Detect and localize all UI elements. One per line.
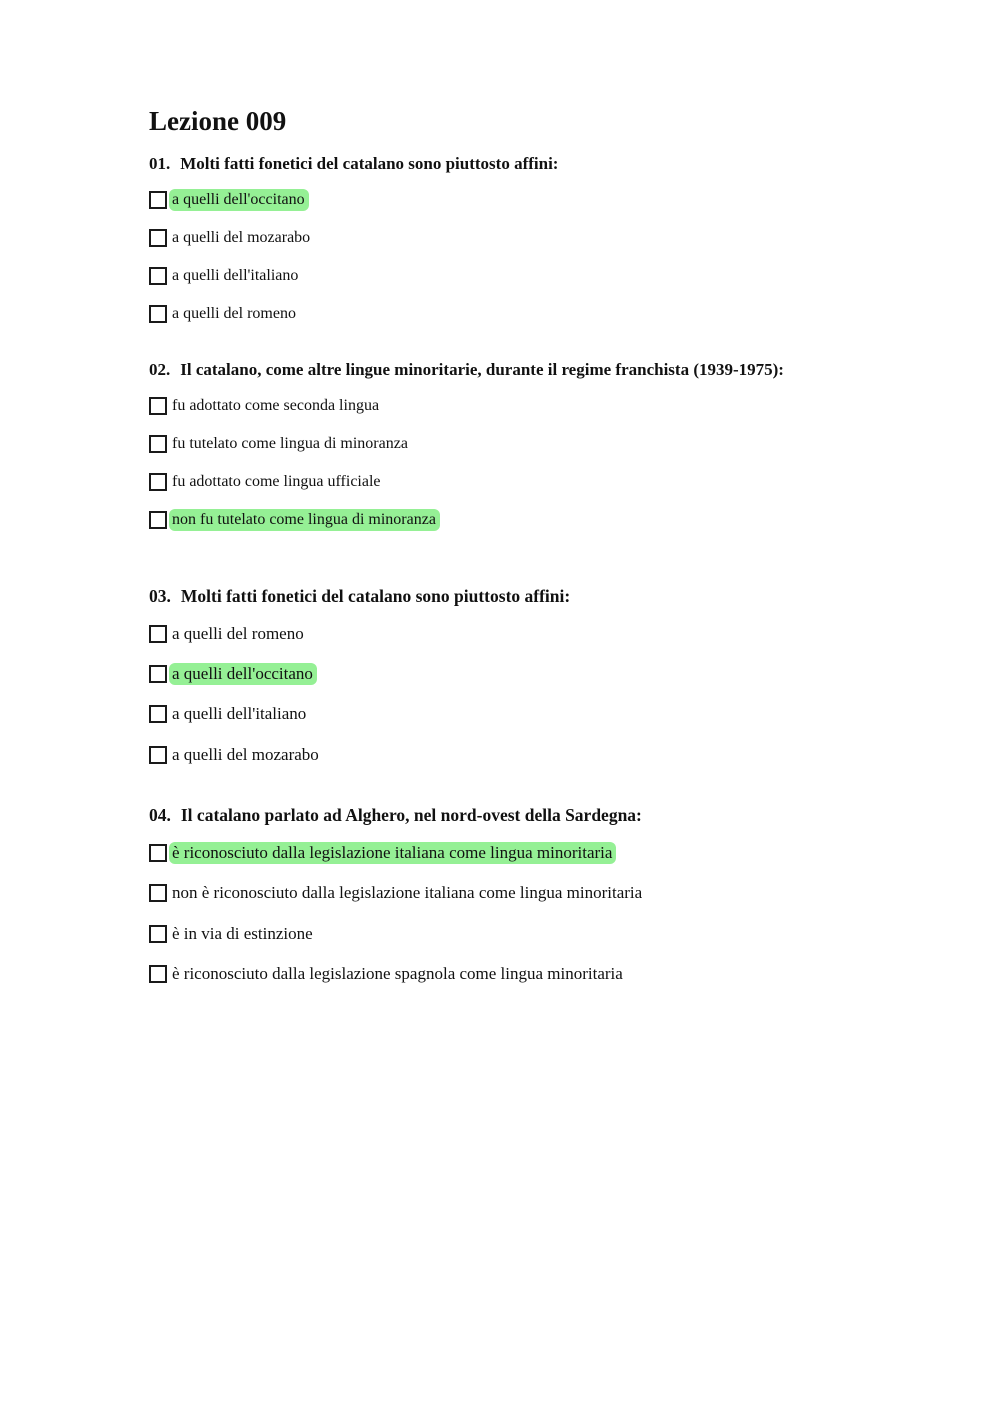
answer-checkbox[interactable] <box>149 844 167 862</box>
answer-label: a quelli del romeno <box>172 624 304 643</box>
answer-label: fu adottato come seconda lingua <box>172 397 380 414</box>
answer-label: fu tutelato come lingua di minoranza <box>172 435 408 452</box>
answer-option[interactable] <box>149 922 317 946</box>
answer-checkbox[interactable] <box>149 705 167 723</box>
question-text <box>149 585 949 607</box>
answer-option[interactable] <box>149 470 385 494</box>
answer-checkbox[interactable] <box>149 884 167 902</box>
answer-label: a quelli del romeno <box>172 305 296 322</box>
question-03 <box>149 585 949 764</box>
answer-checkbox[interactable] <box>149 267 167 285</box>
answer-option[interactable] <box>149 841 616 865</box>
question-number: 04. <box>149 805 171 825</box>
answer-option[interactable] <box>149 702 310 726</box>
answer-option[interactable] <box>149 302 300 326</box>
question-prompt: Il catalano parlato ad Alghero, nel nord-ovest della Sardegna: <box>180 805 642 825</box>
question-number: 02. <box>149 360 171 379</box>
answer-checkbox[interactable] <box>149 665 167 683</box>
answer-option[interactable] <box>149 962 627 986</box>
answer-option[interactable] <box>149 188 309 212</box>
answer-label: è riconosciuto dalla legislazione spagnola come lingua minoritaria <box>172 964 623 983</box>
answer-checkbox[interactable] <box>149 397 167 415</box>
question-text <box>149 359 949 381</box>
answer-checkbox[interactable] <box>149 191 167 209</box>
answer-label: a quelli del mozarabo <box>172 229 311 246</box>
answer-label: a quelli dell'italiano <box>172 704 307 723</box>
answer-option[interactable] <box>149 508 440 532</box>
answer-label: non è riconosciuto dalla legislazione italiana come lingua minoritaria <box>172 883 643 902</box>
answer-checkbox[interactable] <box>149 511 167 529</box>
question-number: 01. <box>149 154 171 173</box>
answer-label: a quelli dell'occitano <box>169 663 317 685</box>
answer-label: a quelli del mozarabo <box>172 745 319 764</box>
question-01 <box>149 153 949 322</box>
answer-label: è riconosciuto dalla legislazione italiana come lingua minoritaria <box>169 842 616 864</box>
question-number: 03. <box>149 586 171 606</box>
answer-option[interactable] <box>149 226 314 250</box>
answer-option[interactable] <box>149 622 308 646</box>
answer-option[interactable] <box>149 881 646 905</box>
answer-label: non fu tutelato come lingua di minoranza <box>169 509 440 531</box>
answer-checkbox[interactable] <box>149 229 167 247</box>
answer-option[interactable] <box>149 432 412 456</box>
answer-checkbox[interactable] <box>149 625 167 643</box>
question-prompt: Molti fatti fonetici del catalano sono piuttosto affini: <box>180 586 571 606</box>
answer-option[interactable] <box>149 662 317 686</box>
answer-checkbox[interactable] <box>149 925 167 943</box>
question-text <box>149 804 949 826</box>
answer-label: a quelli dell'italiano <box>172 267 299 284</box>
answer-label: a quelli dell'occitano <box>169 189 309 211</box>
page-title: Lezione 009 <box>149 106 287 136</box>
answer-label: è in via di estinzione <box>172 924 313 943</box>
answer-checkbox[interactable] <box>149 305 167 323</box>
question-prompt: Il catalano, come altre lingue minoritarie, durante il regime franchista (1939-1975): <box>180 360 784 379</box>
question-prompt: Molti fatti fonetici del catalano sono piuttosto affini: <box>180 154 559 173</box>
question-text <box>149 153 949 175</box>
answer-checkbox[interactable] <box>149 473 167 491</box>
question-04 <box>149 804 949 983</box>
answer-checkbox[interactable] <box>149 435 167 453</box>
question-02 <box>149 359 949 528</box>
answer-label: fu adottato come lingua ufficiale <box>172 473 381 490</box>
answer-option[interactable] <box>149 394 383 418</box>
answer-option[interactable] <box>149 743 323 767</box>
answer-checkbox[interactable] <box>149 746 167 764</box>
answer-option[interactable] <box>149 264 302 288</box>
answer-checkbox[interactable] <box>149 965 167 983</box>
